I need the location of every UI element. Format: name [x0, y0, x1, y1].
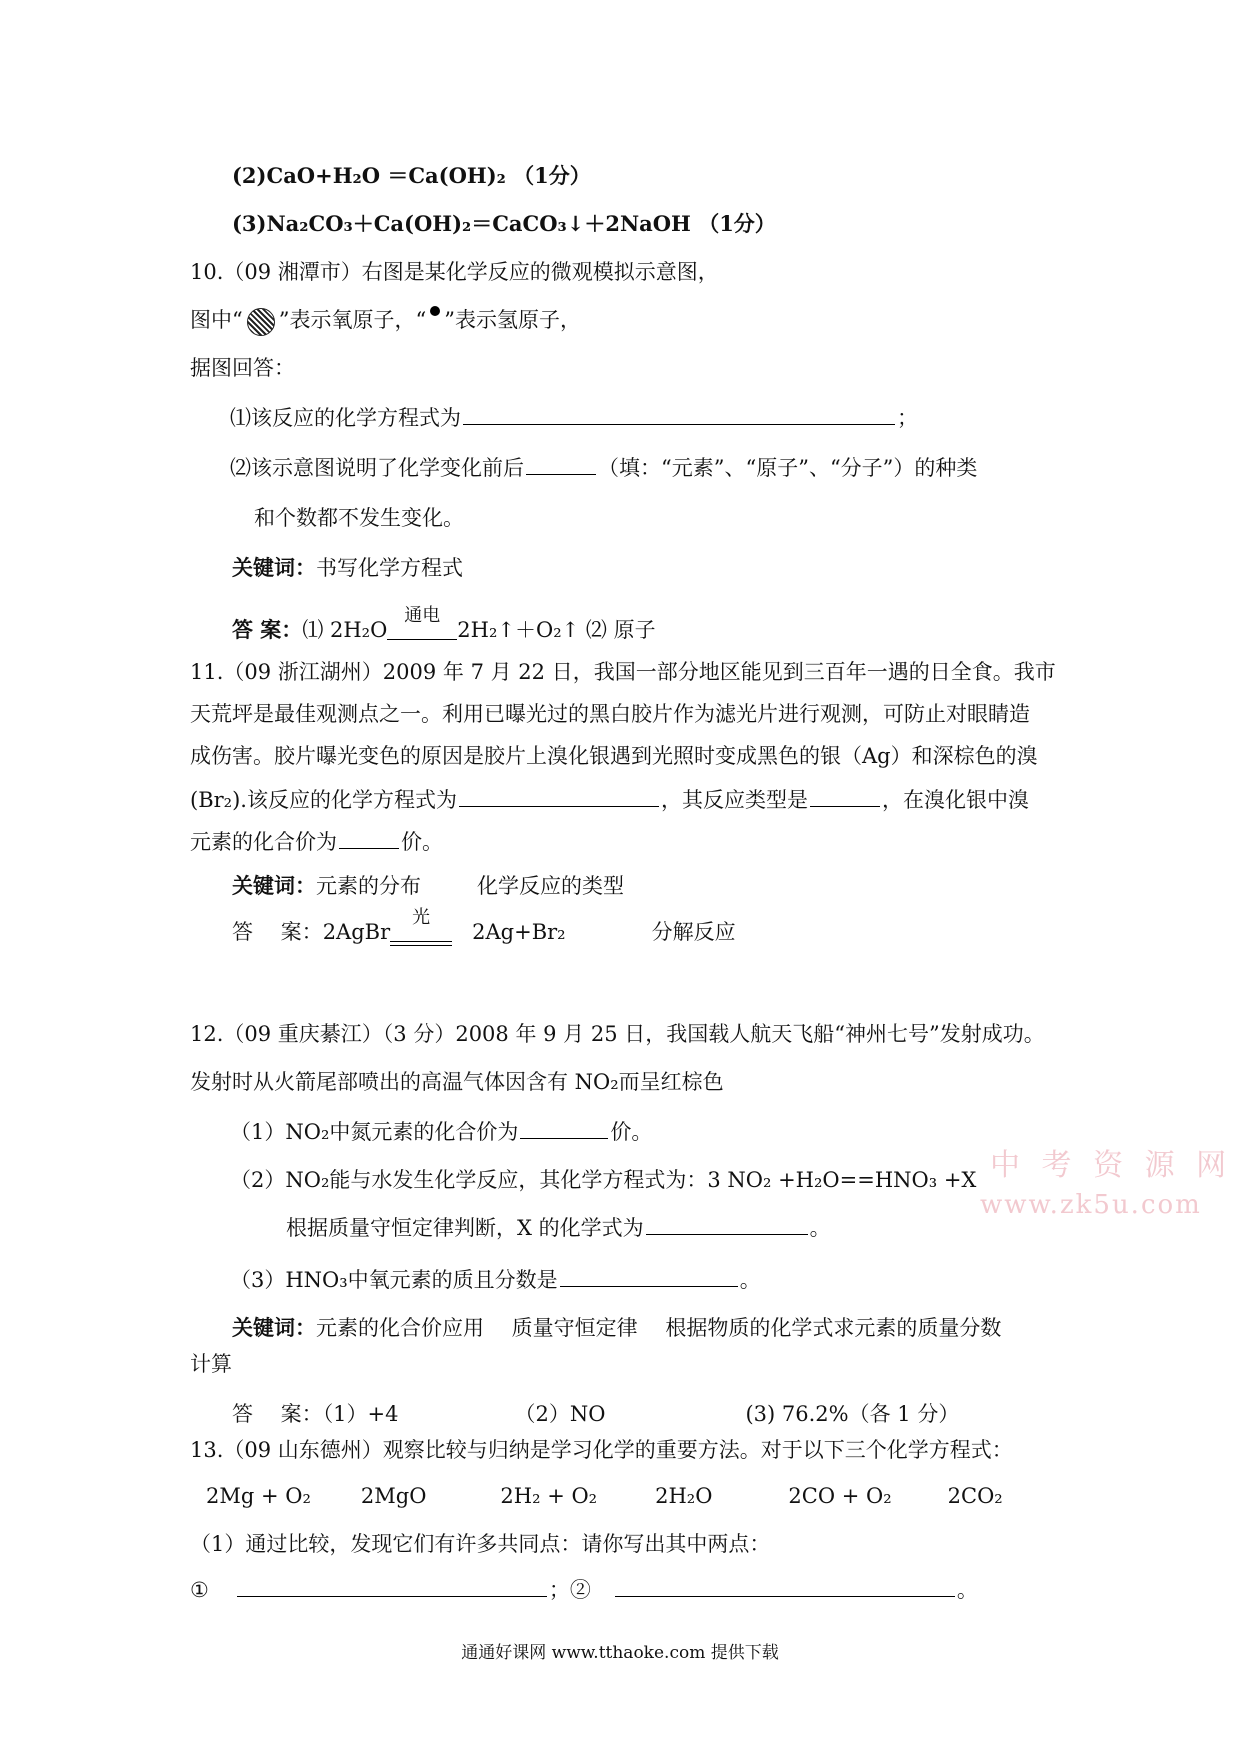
q13-part1: （1）通过比较，发现它们有许多共同点：请你写出其中两点： [190, 1532, 771, 1556]
q12-keywords-text: 元素的化合价应用 质量守恒定律 根据物质的化学式求元素的质量分数 [316, 1316, 1002, 1340]
q10-stem: 10.（09 湘潭市）右图是某化学反应的微观模拟示意图， [190, 260, 719, 284]
q11-type-blank [810, 786, 880, 807]
q12-answer-1: （1）+4 [322, 1402, 399, 1426]
q10-legend-text-2: ”表示氧原子，“ [278, 308, 427, 332]
q10-part2-text-1: ⑵该示意图说明了化学变化前后 [230, 456, 524, 480]
q13-blank-1 [237, 1576, 547, 1597]
q13-eq3-product: 2CO₂ [947, 1484, 1003, 1508]
q11-line-4-text-3: ，在溴化银中溴 [881, 788, 1029, 812]
q11-condition-bar-bottom [390, 945, 452, 946]
answer-line-2: (2)CaO+H₂O ＝Ca(OH)₂ （1分） [232, 163, 591, 188]
q11-reaction-condition [390, 907, 452, 946]
q13-blanks-end: 。 [956, 1578, 978, 1602]
q10-condition-bar [387, 639, 457, 640]
q11-answer [232, 907, 736, 946]
q13-blank-2-label: ；② [548, 1578, 591, 1602]
q13-blanks [190, 1576, 978, 1604]
q11-line-4 [190, 786, 1029, 814]
q10-legend-text-3: ”表示氢原子， [444, 308, 581, 332]
q10-part1-blank [463, 404, 895, 425]
q11-condition-bar-top [390, 941, 452, 942]
q10-instruction: 据图回答： [190, 356, 295, 380]
watermark-text: 中 考 资 源 网 [990, 1148, 1233, 1183]
q12-answer-label: 答 案： [232, 1402, 323, 1426]
q11-line-4-text-1: (Br₂).该反应的化学方程式为 [190, 788, 457, 812]
q12-part1 [230, 1118, 652, 1146]
q11-line-4-text-2: ，其反应类型是 [660, 788, 808, 812]
q10-legend-text-1: 图中“ [190, 308, 243, 332]
hydrogen-atom-icon [430, 306, 440, 316]
q10-part1 [230, 404, 918, 432]
q10-part1-end: ； [897, 406, 918, 430]
footer: 通通好课网 www.tthaoke.com 提供下载 [461, 1643, 779, 1663]
q10-answer [232, 605, 656, 644]
q11-keywords-label: 关键词： [232, 873, 316, 898]
q12-part3-blank [560, 1266, 738, 1287]
q12-part3-text: （3）HNO₃中氧元素的质且分数是 [230, 1268, 558, 1292]
q12-part2-blank [646, 1214, 808, 1235]
q12-part2-cont-text: 根据质量守恒定律判断，X 的化学式为 [286, 1216, 644, 1240]
q10-reaction-condition [387, 605, 457, 644]
q12-answer [232, 1400, 959, 1428]
q10-answer-product: 2H₂↑＋O₂↑ ⑵ 原子 [457, 618, 656, 642]
q12-part3 [230, 1266, 761, 1294]
q12-keywords-label: 关键词： [232, 1315, 316, 1340]
q11-line-5 [190, 828, 443, 856]
watermark-url: www.zk5u.com [980, 1190, 1202, 1220]
q13-blank-1-label: ① [190, 1578, 209, 1602]
q10-part2-text-2: （填：“元素”、“原子”、“分子”）的种类 [598, 456, 978, 480]
answer-line-3: (3)Na₂CO₃＋Ca(OH)₂＝CaCO₃↓＋2NaOH （1分） [232, 211, 776, 236]
q13-blank-2 [615, 1576, 955, 1597]
q11-line-5-text-2: 价。 [401, 830, 443, 854]
q12-part1-text: （1）NO₂中氮元素的化合价为 [230, 1120, 519, 1144]
q12-answer-2: （2）NO [514, 1402, 606, 1426]
q10-part2 [230, 454, 977, 482]
q13-eq3-reactants: 2CO + O₂ [788, 1484, 892, 1508]
q11-answer-type: 分解反应 [651, 920, 736, 944]
q11-line-5-text-1: 元素的化合价为 [190, 830, 337, 854]
q13-eq1-reactants: 2Mg + O₂ [206, 1484, 311, 1508]
q11-keywords-2: 化学反应的类型 [477, 874, 624, 898]
q12-part1-end: 价。 [610, 1120, 653, 1144]
q12-part2-cont-end: 。 [809, 1216, 831, 1240]
q11-line-3: 成伤害。胶片曝光变色的原因是胶片上溴化银遇到光照时变成黑色的银（Ag）和深棕色的溴 [190, 744, 1038, 768]
q10-keywords-label: 关键词： [232, 555, 316, 580]
q12-part3-end: 。 [739, 1268, 761, 1292]
q12-line-2: 发射时从火箭尾部喷出的高温气体因含有 NO₂而呈红棕色 [190, 1070, 724, 1094]
q13-eq2-product: 2H₂O [655, 1484, 713, 1508]
q10-part2-blank [526, 454, 596, 475]
q13-stem: 13.（09 山东德州）观察比较与归纳是学习化学的重要方法。对于以下三个化学方程式： [190, 1438, 1013, 1462]
q12-keywords [232, 1314, 1001, 1342]
q12-part1-blank [520, 1118, 608, 1139]
q13-equations [206, 1482, 1206, 1510]
q11-condition-text: 光 [412, 907, 431, 928]
q11-keywords-1: 元素的分布 [316, 874, 421, 898]
q11-line-2: 天荒坪是最佳观测点之一。利用已曝光过的黑白胶片作为滤光片进行观测，可防止对眼睛造 [190, 702, 1030, 726]
q10-part1-text: ⑴该反应的化学方程式为 [230, 406, 461, 430]
q11-valence-blank [339, 828, 399, 849]
q10-keywords [232, 554, 463, 582]
q11-keywords [232, 872, 624, 900]
q12-part2-cont [286, 1214, 831, 1242]
q11-answer-product: 2Ag+Br₂ [472, 920, 566, 944]
q11-line-1: 11.（09 浙江湖州）2009 年 7 月 22 日，我国一部分地区能见到三百年一遇的日全食。我市 [190, 660, 1056, 684]
q11-answer-label: 答 案： [232, 920, 323, 944]
q10-answer-reactant: ⑴ 2H₂O [302, 618, 388, 642]
q11-equation-blank [459, 786, 659, 807]
q12-keywords-cont: 计算 [190, 1352, 232, 1376]
q12-answer-3: (3) 76.2%（各 1 分） [745, 1402, 960, 1426]
q10-part2-cont: 和个数都不发生变化。 [254, 506, 464, 530]
q12-line-1: 12.（09 重庆綦江）（3 分）2008 年 9 月 25 日，我国载人航天飞船“神州七号”发射成功。 [190, 1022, 1045, 1046]
q10-legend [190, 306, 581, 336]
q10-keywords-text: 书写化学方程式 [316, 556, 463, 580]
q11-answer-reactant: 2AgBr [322, 920, 391, 944]
q13-eq1-product: 2MgO [360, 1484, 427, 1508]
q10-condition-text: 通电 [404, 605, 441, 626]
q10-answer-label: 答 案： [232, 617, 303, 642]
q12-part2: （2）NO₂能与水发生化学反应，其化学方程式为：3 NO₂ +H₂O==HNO₃ +X [230, 1168, 977, 1192]
q13-eq2-reactants: 2H₂ + O₂ [500, 1484, 598, 1508]
oxygen-atom-icon [247, 308, 275, 336]
